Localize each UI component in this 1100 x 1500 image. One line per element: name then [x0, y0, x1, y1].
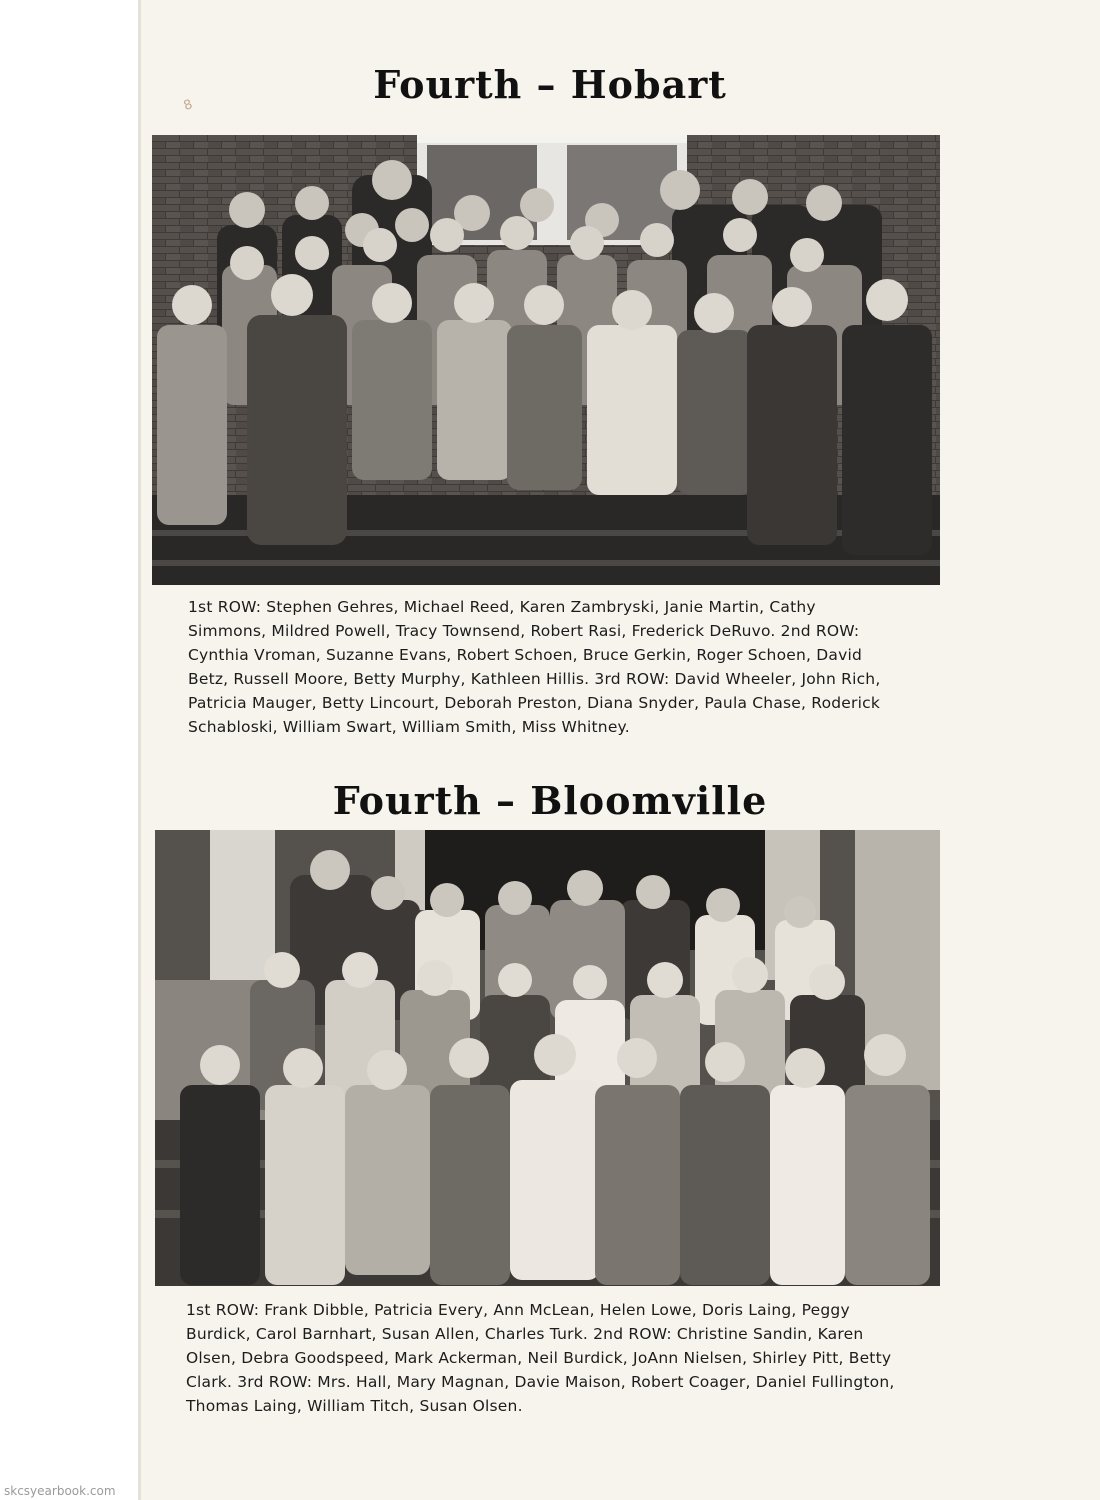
class-photo-bloomville-image	[155, 830, 940, 1286]
class-photo-hobart-image	[152, 135, 940, 585]
caption-bloomville: 1st ROW: Frank Dibble, Patricia Every, Ann McLean, Helen Lowe, Doris Laing, Peggy Burdick, Carol Barnhart, Susan Allen, Charles Turk. 2nd ROW: Christine Sandin, Karen Olsen, Debra Goodspeed, Mark Ackerman, Neil Burdick, JoAnn Nielsen, Shirley Pitt, Betty Clark. 3rd ROW: Mrs. Hall, Mary Magnan, Davie Maison, Robert Coager, Daniel Fullington, Thomas Laing, William Titch, Susan Olsen.	[186, 1301, 895, 1415]
site-watermark: skcsyearbook.com	[4, 1484, 116, 1498]
pencil-page-mark: 8	[181, 97, 195, 114]
section-title-hobart: Fourth – Hobart	[373, 62, 727, 107]
caption-hobart: 1st ROW: Stephen Gehres, Michael Reed, Karen Zambryski, Janie Martin, Cathy Simmons, Mildred Powell, Tracy Townsend, Robert Rasi, Frederick DeRuvo. 2nd ROW: Cynthia Vroman, Suzanne Evans, Robert Schoen, Bruce Gerkin, Roger Schoen, David Betz, Russell Moore, Betty Murphy, Kathleen Hillis. 3rd ROW: David Wheeler, John Rich, Patricia Mauger, Betty Lincourt, Deborah Preston, Diana Snyder, Paula Chase, Roderick Schabloski, William Swart, William Smith, Miss Whitney.	[188, 598, 881, 736]
class-photo-hobart	[152, 135, 940, 585]
page-edge	[138, 0, 141, 1500]
section-title-bloomville: Fourth – Bloomville	[332, 778, 768, 823]
class-photo-bloomville	[155, 830, 940, 1286]
